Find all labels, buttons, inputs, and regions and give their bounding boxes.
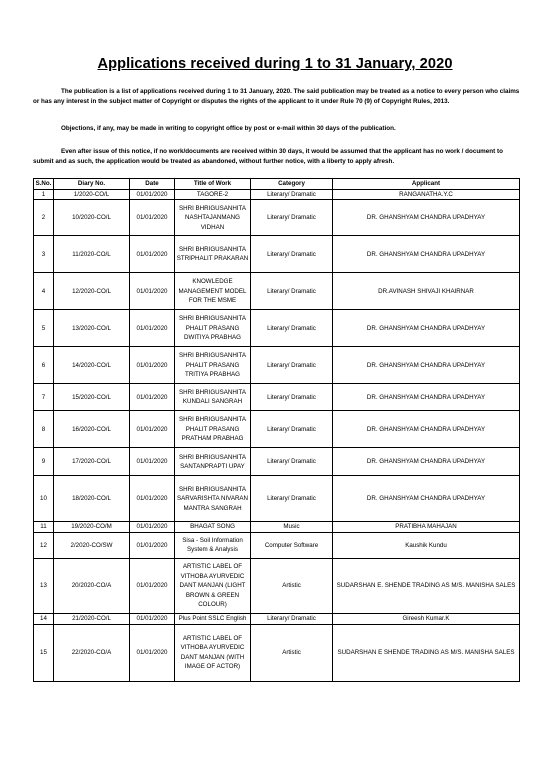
- cell-title: SHRI BHRIGUSANHITA SANTANPRAPTI UPAY: [175, 448, 251, 476]
- cell-date: 01/01/2020: [130, 411, 175, 448]
- table-row: [34, 384, 520, 411]
- cell-date: 01/01/2020: [130, 624, 175, 681]
- cell-applicant: DR. GHANSHYAM CHANDRA UPADHYAY: [333, 310, 520, 347]
- header-sno: S.No.: [34, 179, 54, 190]
- cell-date: 01/01/2020: [130, 613, 175, 624]
- cell-date: 01/01/2020: [130, 384, 175, 411]
- table-row: [34, 190, 520, 200]
- cell-diary-no: 1/2020-CO/L: [54, 190, 130, 200]
- table-row: [34, 411, 520, 448]
- cell-date: 01/01/2020: [130, 476, 175, 522]
- cell-diary-no: 11/2020-CO/L: [54, 236, 130, 273]
- cell-title: SHRI BHRIGUSANHITA KUNDALI SANGRAH: [175, 384, 251, 411]
- cell-applicant: DR. GHANSHYAM CHANDRA UPADHYAY: [333, 347, 520, 384]
- cell-diary-no: 20/2020-CO/A: [54, 558, 130, 613]
- cell-title: SHRI BHRIGUSANHITA PHALIT PRASANG PRATHAM PRABHAG: [175, 411, 251, 448]
- cell-sno: 5: [34, 310, 54, 347]
- cell-title: ARTISTIC LABEL OF VITHOBA AYURVEDIC DANT MANJAN (WITH IMAGE OF ACTOR): [175, 624, 251, 681]
- cell-title: BHAGAT SONG: [175, 522, 251, 532]
- cell-sno: 12: [34, 532, 54, 558]
- table-row: [34, 532, 520, 558]
- cell-diary-no: 17/2020-CO/L: [54, 448, 130, 476]
- cell-date: 01/01/2020: [130, 448, 175, 476]
- cell-date: 01/01/2020: [130, 236, 175, 273]
- cell-sno: 15: [34, 624, 54, 681]
- cell-applicant: DR.AVINASH SHIVAJI KHAIRNAR: [333, 273, 520, 310]
- header-diary-no: Diary No.: [54, 179, 130, 190]
- cell-sno: 11: [34, 522, 54, 532]
- cell-date: 01/01/2020: [130, 558, 175, 613]
- cell-category: Literary/ Dramatic: [251, 236, 333, 273]
- cell-date: 01/01/2020: [130, 200, 175, 236]
- cell-category: Computer Software: [251, 532, 333, 558]
- cell-applicant: Gireesh Kumar.K: [333, 613, 520, 624]
- cell-title: Sisa - Soil Information System & Analysis: [175, 532, 251, 558]
- cell-sno: 3: [34, 236, 54, 273]
- cell-title: TAGORE-2: [175, 190, 251, 200]
- notice-text: The publication is a list of applications received during 1 to 31 January, 2020. The said publication may be treated as a notice to every person who claims or has any interest in the subject matter of Copyright or disputes the rights of the applicant to it under Rule 70 (9) of Copyright Rules, 2013.: [33, 88, 520, 105]
- cell-diary-no: 14/2020-CO/L: [54, 347, 130, 384]
- table-row: [34, 448, 520, 476]
- cell-applicant: SUDARSHAN E. SHENDE TRADING AS M/S. MANISHA SALES: [333, 558, 520, 613]
- table-row: [34, 476, 520, 522]
- cell-applicant: DR. GHANSHYAM CHANDRA UPADHYAY: [333, 236, 520, 273]
- cell-diary-no: 18/2020-CO/L: [54, 476, 130, 522]
- cell-category: Literary/ Dramatic: [251, 310, 333, 347]
- cell-sno: 9: [34, 448, 54, 476]
- cell-category: Literary/ Dramatic: [251, 411, 333, 448]
- cell-applicant: RANGANATHA.Y.C: [333, 190, 520, 200]
- cell-sno: 13: [34, 558, 54, 613]
- table-row: [34, 613, 520, 624]
- table-row: [34, 310, 520, 347]
- cell-category: Artistic: [251, 558, 333, 613]
- cell-date: 01/01/2020: [130, 347, 175, 384]
- cell-category: Literary/ Dramatic: [251, 273, 333, 310]
- cell-date: 01/01/2020: [130, 273, 175, 310]
- cell-title: KNOWLEDGE MANAGEMENT MODEL FOR THE MSME: [175, 273, 251, 310]
- cell-category: Literary/ Dramatic: [251, 347, 333, 384]
- cell-category: Literary/ Dramatic: [251, 448, 333, 476]
- cell-applicant: DR. GHANSHYAM CHANDRA UPADHYAY: [333, 448, 520, 476]
- cell-diary-no: 15/2020-CO/L: [54, 384, 130, 411]
- cell-diary-no: 21/2020-CO/L: [54, 613, 130, 624]
- cell-category: Literary/ Dramatic: [251, 476, 333, 522]
- cell-diary-no: 10/2020-CO/L: [54, 200, 130, 236]
- cell-date: 01/01/2020: [130, 190, 175, 200]
- table-header-row: [34, 179, 520, 190]
- cell-category: Artistic: [251, 624, 333, 681]
- cell-sno: 10: [34, 476, 54, 522]
- cell-diary-no: 2/2020-CO/SW: [54, 532, 130, 558]
- cell-title: SHRI BHRIGUSANHITA PHALIT PRASANG TRITIYA PRABHAG: [175, 347, 251, 384]
- cell-date: 01/01/2020: [130, 532, 175, 558]
- cell-applicant: DR. GHANSHYAM CHANDRA UPADHYAY: [333, 476, 520, 522]
- cell-title: SHRI BHRIGUSANHITA PHALIT PRASANG DWITIYA PRABHAG: [175, 310, 251, 347]
- cell-sno: 6: [34, 347, 54, 384]
- cell-title: SHRI BHRIGUSANHITA NASHTAJANMANG VIDHAN: [175, 200, 251, 236]
- objections-text: Objections, if any, may be made in writing to copyright office by post or e-mail within 30 days of the publication.: [61, 125, 396, 132]
- cell-sno: 8: [34, 411, 54, 448]
- cell-applicant: Kaushik Kundu: [333, 532, 520, 558]
- notice-paragraph: [33, 87, 521, 106]
- cell-diary-no: 16/2020-CO/L: [54, 411, 130, 448]
- cell-title: ARTISTIC LABEL OF VITHOBA AYURVEDIC DANT MANJAN (LIGHT BROWN & GREEN COLOUR): [175, 558, 251, 613]
- cell-category: Literary/ Dramatic: [251, 200, 333, 236]
- cell-sno: 1: [34, 190, 54, 200]
- cell-applicant: DR. GHANSHYAM CHANDRA UPADHYAY: [333, 411, 520, 448]
- page-title: Applications received during 1 to 31 January, 2020: [97, 56, 453, 72]
- table-row: [34, 624, 520, 681]
- cell-diary-no: 12/2020-CO/L: [54, 273, 130, 310]
- abandonment-paragraph: [33, 147, 521, 166]
- cell-diary-no: 19/2020-CO/M: [54, 522, 130, 532]
- header-title-of-work: Title of Work: [175, 179, 251, 190]
- cell-diary-no: 22/2020-CO/A: [54, 624, 130, 681]
- cell-sno: 2: [34, 200, 54, 236]
- header-date: Date: [130, 179, 175, 190]
- cell-sno: 7: [34, 384, 54, 411]
- cell-applicant: PRATIBHA MAHAJAN: [333, 522, 520, 532]
- objections-paragraph: [33, 124, 521, 134]
- cell-applicant: DR. GHANSHYAM CHANDRA UPADHYAY: [333, 384, 520, 411]
- cell-title: Plus Point SSLC English: [175, 613, 251, 624]
- applications-table: [33, 178, 520, 682]
- table-row: [34, 236, 520, 273]
- table-row: [34, 522, 520, 532]
- table-row: [34, 273, 520, 310]
- cell-date: 01/01/2020: [130, 522, 175, 532]
- cell-category: Literary/ Dramatic: [251, 190, 333, 200]
- cell-title: SHRI BHRIGUSANHITA STRIPHALIT PRAKARAN: [175, 236, 251, 273]
- cell-applicant: SUDARSHAN E SHENDE TRADING AS M/S. MANISHA SALES: [333, 624, 520, 681]
- table-row: [34, 558, 520, 613]
- table-row: [34, 347, 520, 384]
- cell-category: Music: [251, 522, 333, 532]
- cell-diary-no: 13/2020-CO/L: [54, 310, 130, 347]
- abandonment-text: Even after issue of this notice, if no work/documents are received within 30 days, it would be assumed that the applicant has no work / document to submit and as such, the application would be treated as abandoned, without further notice, with a liberty to apply afresh.: [33, 148, 503, 165]
- header-category: Category: [251, 179, 333, 190]
- cell-category: Literary/ Dramatic: [251, 384, 333, 411]
- header-applicant: Applicant: [333, 179, 520, 190]
- cell-applicant: DR. GHANSHYAM CHANDRA UPADHYAY: [333, 200, 520, 236]
- cell-date: 01/01/2020: [130, 310, 175, 347]
- cell-sno: 4: [34, 273, 54, 310]
- cell-title: SHRI BHRIGUSANHITA SARVARISHTA NIVARAN MANTRA SANGRAH: [175, 476, 251, 522]
- table-row: [34, 200, 520, 236]
- cell-sno: 14: [34, 613, 54, 624]
- cell-category: Literary/ Dramatic: [251, 613, 333, 624]
